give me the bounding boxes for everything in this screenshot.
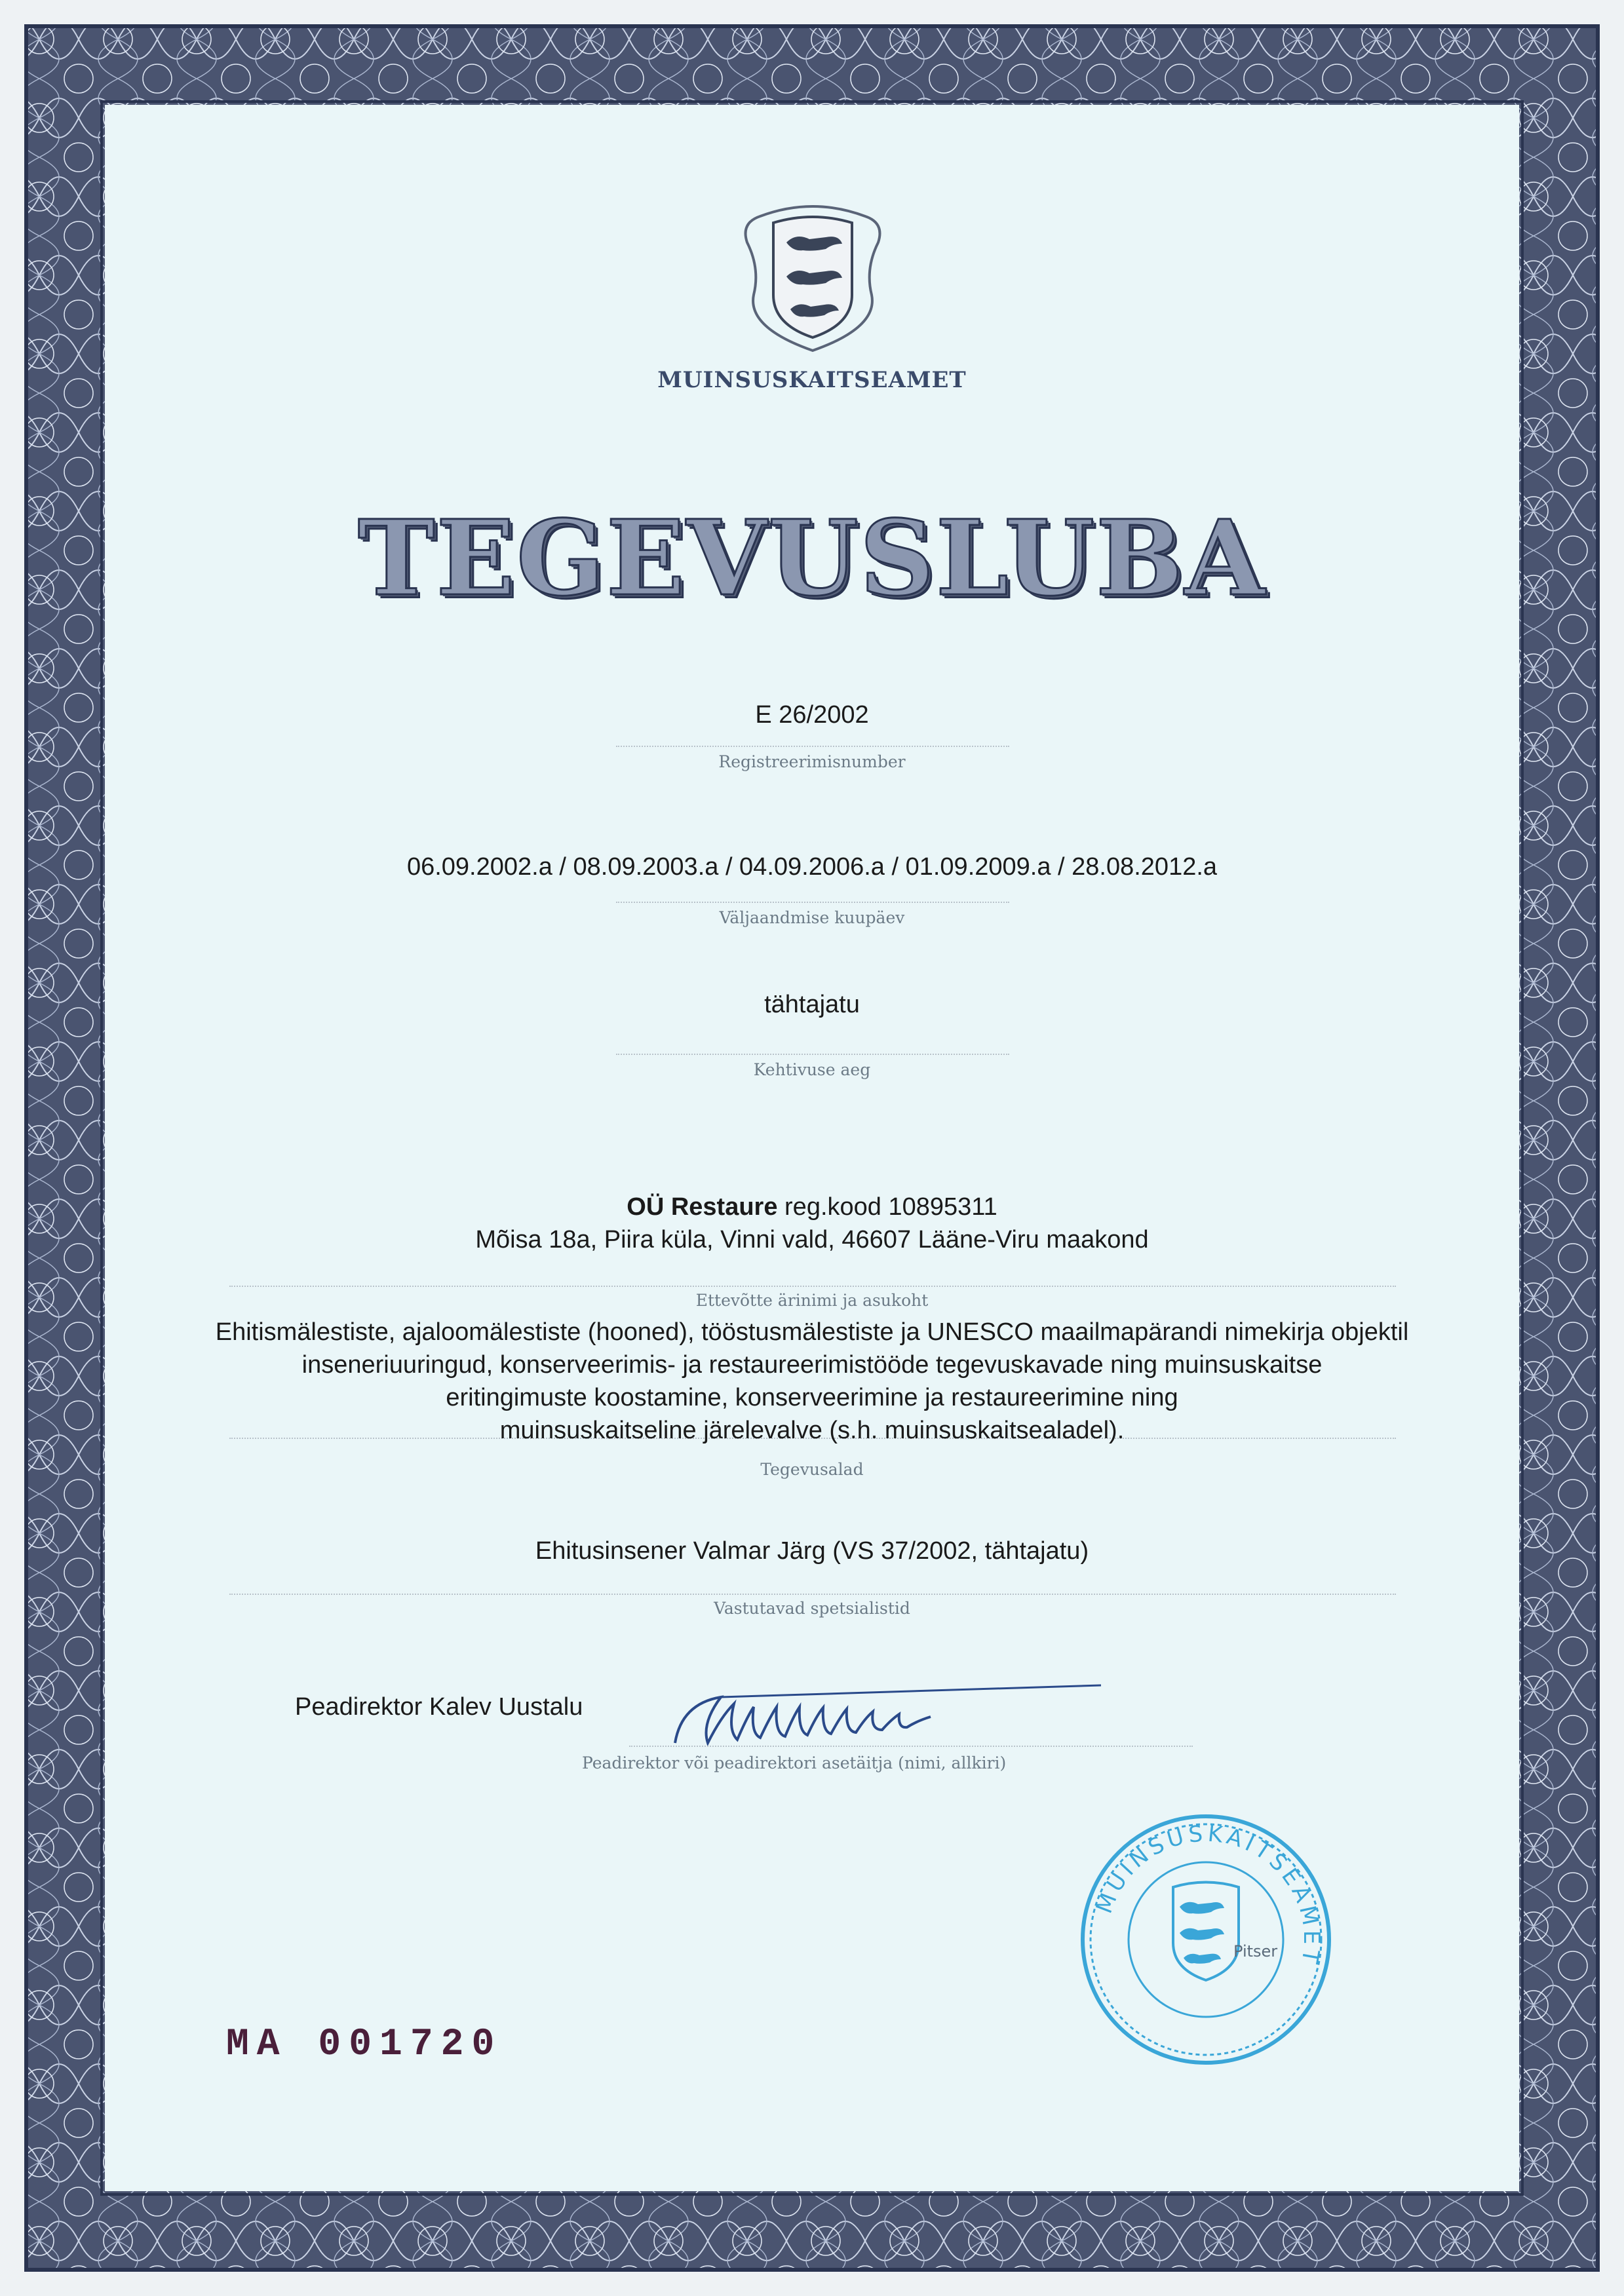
activities-line: Ehitismälestiste, ajaloomälestiste (hooned), tööstusmälestiste ja UNESCO maailmapärandi nimekirja objektil (215, 1318, 1409, 1346)
activities-line: muinsuskaitseline järelevalve (s.h. muinsuskaitsealadel). (499, 1417, 1125, 1444)
validity-caption: Kehtivuse aeg (753, 1060, 871, 1079)
divider (629, 1746, 1193, 1747)
specialists-caption: Vastutavad spetsialistid (714, 1599, 910, 1618)
document-title: TEGEVUSLUBA (357, 498, 1267, 619)
signature (662, 1677, 1108, 1756)
activities-text (0, 1316, 1624, 1447)
signatory-name: Peadirektor Kalev Uustalu (295, 1693, 583, 1721)
official-stamp (1075, 1808, 1337, 2071)
activities-caption: Tegevusalad (760, 1460, 864, 1479)
company-line (0, 1190, 1624, 1224)
issue-dates: 06.09.2002.a / 08.09.2003.a / 04.09.2006.a / 01.09.2009.a / 28.08.2012.a (406, 853, 1218, 881)
validity-period: tähtajatu (764, 991, 860, 1018)
registration-number-caption: Registreerimisnumber (718, 752, 906, 771)
stamp-ring-text: MUINSUSKAITSEAMET (1091, 1820, 1325, 1970)
company-name: OÜ Restaure (627, 1193, 778, 1221)
signatory-caption: Peadirektor või peadirektori asetäitja (nimi, allkiri) (582, 1753, 1007, 1772)
company-reg-code: reg.kood 10895311 (784, 1193, 997, 1221)
divider (616, 902, 1009, 903)
divider (229, 1594, 1396, 1595)
company-caption: Ettevõtte ärinimi ja asukoht (695, 1291, 929, 1310)
divider (229, 1286, 1396, 1287)
divider (616, 746, 1009, 747)
registration-number: E 26/2002 (755, 701, 869, 729)
estonia-coat-of-arms-icon (734, 197, 891, 354)
activities-line: inseneriuuringud, konserveerimis- ja restaureerimistööde tegevuskavade ning muinsuskaitse (301, 1351, 1323, 1379)
issue-dates-caption: Väljaandmise kuupäev (719, 908, 905, 927)
responsible-specialists: Ehitusinsener Valmar Järg (VS 37/2002, tähtajatu) (535, 1537, 1089, 1565)
stamp-label: Pitser (1233, 1942, 1278, 1961)
activities-line: eritingimuste koostamine, konserveerimine ja restaureerimine ning (446, 1384, 1178, 1411)
serial-number: MA 001720 (226, 2023, 503, 2066)
divider (616, 1054, 1009, 1055)
agency-name: MUINSUSKAITSEAMET (657, 367, 967, 393)
company-address: Mõisa 18a, Piira küla, Vinni vald, 46607 Lääne-Viru maakond (475, 1226, 1149, 1253)
